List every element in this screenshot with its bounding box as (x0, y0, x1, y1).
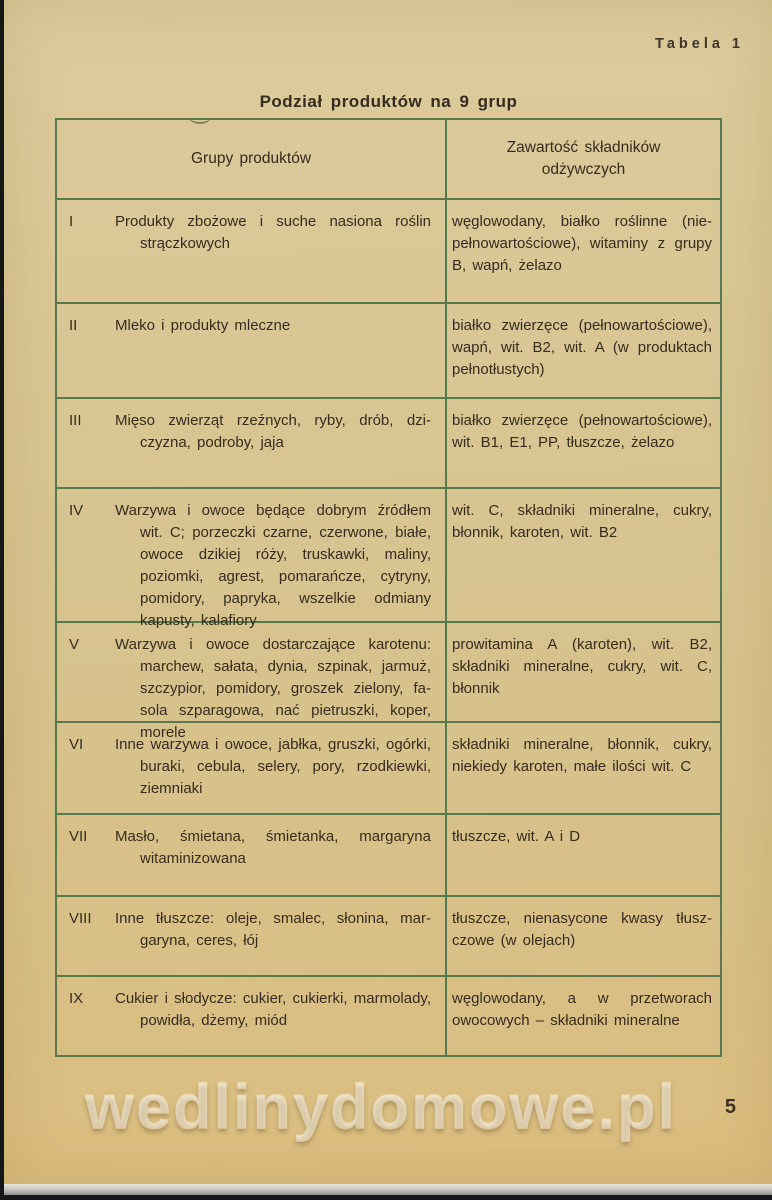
row-numeral: I (69, 213, 74, 230)
table-row (57, 200, 720, 304)
group-cell (57, 623, 447, 741)
group-text: Masło, śmietana, śmietanka, margaryna witaminizowana (115, 828, 431, 867)
column-header-nutrients: Zawartość składników odżywczych (506, 139, 661, 178)
page-number: 5 (724, 1096, 736, 1118)
group-text: Cukier i słodycze: cukier, cukierki, marmolady, powidła, dżemy, miód (115, 990, 431, 1029)
group-cell (57, 723, 447, 813)
group-cell (57, 489, 447, 629)
nutrients-text: tłuszcze, wit. A i D (452, 828, 581, 845)
group-text: Mleko i produkty mleczne (115, 317, 291, 334)
page-bottom-edge (4, 1184, 772, 1195)
nutrients-text: węglowodany, a w przetworach owocowych – składniki mineralne (452, 990, 712, 1029)
products-table (55, 118, 722, 1057)
group-text: Inne warzywa i owoce, jabłka, gruszki, ogórki, buraki, cebula, selery, pory, rzodkiewki, ziemniaki (115, 736, 431, 797)
nutrients-text: tłuszcze, nienasycone kwasy tłuszczowe (w olejach) (452, 910, 712, 949)
row-numeral: IX (69, 990, 84, 1007)
nutrients-text: prowitamina A (karoten), wit. B2, składniki mineralne, cukry, wit. C, błonnik (452, 636, 712, 697)
group-cell (57, 897, 447, 975)
page-title: Podział produktów na 9 grup (259, 92, 518, 111)
table-row (57, 304, 720, 399)
group-cell (57, 815, 447, 895)
group-cell (57, 304, 447, 397)
table-row (57, 977, 720, 1055)
row-numeral: IV (69, 502, 84, 519)
group-cell (57, 977, 447, 1055)
column-header-groups: Grupy produktów (57, 120, 447, 198)
group-cell (57, 200, 447, 302)
group-text: Warzywa i owoce będące dobrym źródłem wit. C; porzeczki czarne, czerwone, białe, owoce dzikiej róży, truskawki, maliny, poziomki, agrest, pomarańcze, cytryny, pomidory, papryka, wszelkie odmiany kapusty, kalafiory (115, 502, 431, 629)
table-row (57, 489, 720, 629)
table-row (57, 399, 720, 489)
row-numeral: VI (69, 736, 84, 753)
nutrients-text: białko zwierzęce (pełnowartościowe), wapń, wit. B2, wit. A (w produktach pełnotłustych) (452, 317, 712, 378)
row-numeral: VIII (69, 910, 92, 927)
group-text: Produkty zbożowe i suche nasiona roślin strączkowych (115, 213, 431, 252)
nutrients-text: węglowodany, białko roślinne (niepełnowartościowe), witaminy z grupy B, wapń, żelazo (452, 213, 712, 274)
table-header-row (57, 120, 720, 200)
table-row (57, 623, 720, 741)
table-row (57, 815, 720, 897)
group-text: Mięso zwierząt rzeźnych, ryby, drób, dziczyzna, podroby, jaja (115, 412, 431, 451)
row-numeral: II (69, 317, 78, 334)
row-numeral: III (69, 412, 82, 429)
nutrients-text: białko zwierzęce (pełnowartościowe), wit. B1, E1, PP, tłuszcze, żelazo (452, 412, 712, 451)
nutrients-text: składniki mineralne, błonnik, cukry, niekiedy karoten, małe ilości wit. C (452, 736, 712, 775)
table-corner-label: Tabela 1 (655, 36, 744, 52)
table-row (57, 723, 720, 815)
group-text: Inne tłuszcze: oleje, smalec, słonina, margaryna, ceres, łój (115, 910, 431, 949)
site-watermark: wedlinydomowe.pl (84, 1073, 678, 1143)
group-cell (57, 399, 447, 487)
row-numeral: VII (69, 828, 88, 845)
row-numeral: V (69, 636, 80, 653)
group-text: Warzywa i owoce dostarczające karotenu: marchew, sałata, dynia, szpinak, jarmuż, szczypior, pomidory, groszek zielony, fasola szparagowa, nać pietruszki, koper, morele (115, 636, 431, 741)
nutrients-text: wit. C, składniki mineralne, cukry, błonnik, karoten, wit. B2 (452, 502, 712, 541)
table-row (57, 897, 720, 977)
